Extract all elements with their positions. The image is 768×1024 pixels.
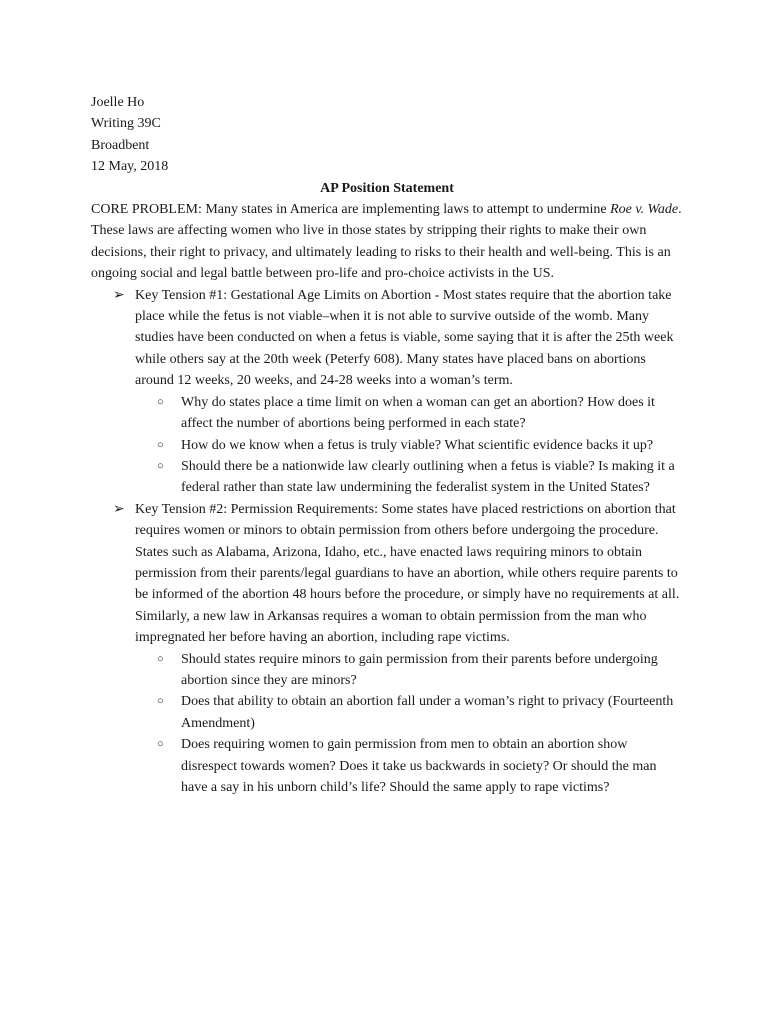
document-date: 12 May, 2018 <box>91 159 169 175</box>
question-text: Should there be a nationwide law clearly outlining when a fetus is viable? Is making it a federal rather than state law undermining the federalist system in the United States? <box>181 458 675 496</box>
list-item <box>91 435 683 456</box>
list-item <box>91 392 683 435</box>
circle-bullet-icon: ○ <box>157 438 164 451</box>
arrow-bullet-icon: ➢ <box>113 501 125 517</box>
header-block <box>91 92 683 178</box>
question-text: Should states require minors to gain permission from their parents before undergoing abortion since they are minors? <box>181 651 658 688</box>
list-item <box>91 734 683 798</box>
question-text: Does requiring women to gain permission from men to obtain an abortion show disrespect towards women? Does it take us backwards in society? Or should the man have a say in his unborn child’s life? Should the same apply to rape victims? <box>181 737 657 795</box>
case-name: Roe v. Wade <box>610 202 679 218</box>
document-body <box>91 92 683 798</box>
arrow-bullet-icon: ➢ <box>113 287 125 303</box>
key-tension-1-questions <box>91 392 683 499</box>
key-tension-1 <box>91 285 683 392</box>
list-item <box>91 691 683 734</box>
author-name: Joelle Ho <box>91 95 145 110</box>
list-item <box>91 456 683 499</box>
circle-bullet-icon: ○ <box>157 695 164 708</box>
list-item <box>91 649 683 692</box>
key-tension-2 <box>91 499 683 649</box>
circle-bullet-icon: ○ <box>157 738 164 751</box>
document-title: AP Position Statement <box>320 180 454 196</box>
key-tension-2-questions <box>91 649 683 799</box>
circle-bullet-icon: ○ <box>157 459 164 472</box>
course-name: Writing 39C <box>91 116 161 132</box>
circle-bullet-icon: ○ <box>157 395 164 408</box>
core-problem-text-after: . These laws are affecting women who live in those states by stripping their rights to make their own decisions, their right to privacy, and ultimately leading to risks to their health and well-being. This is an ongoing social and legal battle between pro-life and pro-choice activists in the US. <box>91 202 682 282</box>
key-tension-2-text: Key Tension #2: Permission Requirements: Some states have placed restrictions on abortion that requires women or minors to obtain permission from others before undergoing the procedure. States such as Alabama, Arizona, Idaho, etc., have enacted laws requiring minors to obtain permission from their parents/legal guardians to have an abortion, while others require parents to be informed of the abortion 48 hours before the procedure, or simply have no requirements at all. Similarly, a new law in Arkansas requires a woman to obtain permission from the man who impregnated her before having an abortion, including rape victims. <box>135 501 680 646</box>
core-problem-paragraph <box>91 199 683 285</box>
core-problem-label: CORE PROBLEM: <box>91 202 202 218</box>
core-problem-text-before: Many states in America are implementing laws to attempt to undermine <box>201 202 611 218</box>
question-text: How do we know when a fetus is truly viable? What scientific evidence backs it up? <box>181 437 654 453</box>
instructor-name: Broadbent <box>91 137 150 153</box>
question-text: Why do states place a time limit on when a woman can get an abortion? How does it affect the number of abortions being performed in each state? <box>181 394 655 432</box>
question-text: Does that ability to obtain an abortion fall under a woman’s right to privacy (Fourteenth Amendment) <box>181 694 674 731</box>
key-tension-1-text: Key Tension #1: Gestational Age Limits on Abortion - Most states require that the abortion take place while the fetus is not viable–when it is not able to survive outside of the womb. Many studies have been conducted on when a fetus is viable, some saying that it is after the 25th week while others say at the 20th week (Peterfy 608). Many states have placed bans on abortions around 12 weeks, 20 weeks, and 24-28 weeks into a woman’s term. <box>135 287 674 389</box>
circle-bullet-icon: ○ <box>157 652 164 665</box>
